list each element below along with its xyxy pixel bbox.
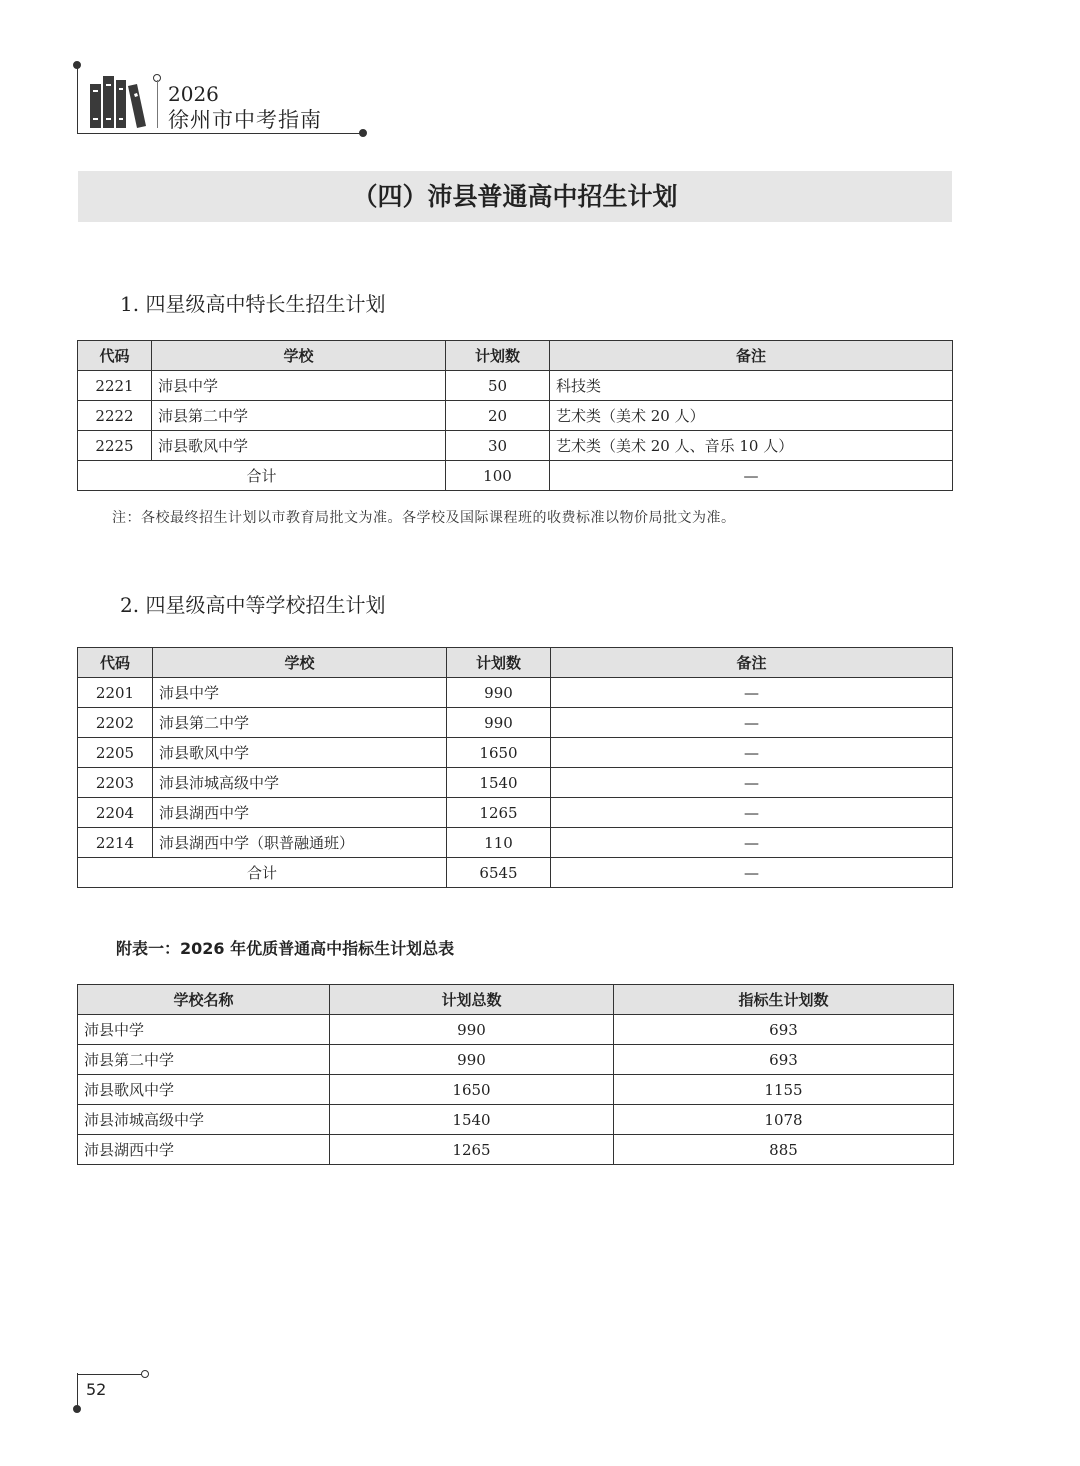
appendix-title: 附表一：2026 年优质普通高中指标生计划总表 <box>116 939 455 958</box>
page-number: 52 <box>86 1380 107 1399</box>
specialty-plan-table <box>77 340 953 491</box>
plan-cell: 1540 <box>447 768 551 798</box>
code-cell: 2205 <box>78 738 153 768</box>
table-row <box>78 768 953 798</box>
school-cell: 沛县第二中学 <box>152 401 446 431</box>
note-cell: 艺术类（美术 20 人、音乐 10 人） <box>550 431 953 461</box>
code-cell: 2202 <box>78 708 153 738</box>
school-cell: 沛县歌风中学 <box>152 431 446 461</box>
enrollment-plan-table <box>77 647 953 888</box>
school-cell: 沛县中学 <box>152 371 446 401</box>
section-banner <box>78 171 952 222</box>
table-row <box>78 1015 954 1045</box>
code-cell: 2201 <box>78 678 153 708</box>
note-cell: 科技类 <box>550 371 953 401</box>
total-cell: 990 <box>330 1045 614 1075</box>
school-cell: 沛县湖西中学 <box>153 798 447 828</box>
table2-heading-number: 2. <box>120 593 140 617</box>
note-cell: — <box>551 738 953 768</box>
books-icon <box>88 74 150 130</box>
column-header: 学校名称 <box>78 985 330 1015</box>
note-cell: — <box>551 768 953 798</box>
note-cell: — <box>551 798 953 828</box>
table-row <box>78 401 953 431</box>
school-cell: 沛县沛城高级中学 <box>153 768 447 798</box>
table-row <box>78 828 953 858</box>
quota-cell: 1078 <box>614 1105 954 1135</box>
column-header: 指标生计划数 <box>614 985 954 1015</box>
table-row <box>78 708 953 738</box>
school-cell: 沛县歌风中学 <box>153 738 447 768</box>
quota-summary-table <box>77 984 954 1165</box>
plan-cell: 110 <box>447 828 551 858</box>
note-cell: — <box>551 708 953 738</box>
total-cell: 990 <box>330 1015 614 1045</box>
plan-cell: 990 <box>447 708 551 738</box>
school-cell: 沛县湖西中学 <box>78 1135 330 1165</box>
total-row <box>78 858 953 888</box>
column-header: 计划数 <box>447 648 551 678</box>
total-cell: 1265 <box>330 1135 614 1165</box>
table1-heading-text: 四星级高中特长生招生计划 <box>145 292 386 316</box>
table1-heading-number: 1. <box>120 292 140 316</box>
school-cell: 沛县湖西中学（职普融通班） <box>153 828 447 858</box>
total-cell: 1650 <box>330 1075 614 1105</box>
school-cell: 沛县歌风中学 <box>78 1075 330 1105</box>
header-title: 徐州市中考指南 <box>168 108 322 132</box>
school-cell: 沛县第二中学 <box>153 708 447 738</box>
table-row <box>78 738 953 768</box>
plan-cell: 50 <box>446 371 550 401</box>
header-rule-horizontal <box>77 133 364 134</box>
header-dot-top <box>73 61 81 69</box>
total-plan: 6545 <box>447 858 551 888</box>
quota-cell: 693 <box>614 1045 954 1075</box>
plan-cell: 990 <box>447 678 551 708</box>
table-row <box>78 1075 954 1105</box>
table2-heading-text: 四星级高中等学校招生计划 <box>145 593 386 617</box>
code-cell: 2222 <box>78 401 152 431</box>
table-row <box>78 1135 954 1165</box>
column-header: 计划总数 <box>330 985 614 1015</box>
table-header-row <box>78 648 953 678</box>
column-header: 计划数 <box>446 341 550 371</box>
total-label: 合计 <box>78 461 446 491</box>
table-header-row <box>78 985 954 1015</box>
code-cell: 2203 <box>78 768 153 798</box>
table-row <box>78 798 953 828</box>
footnote: 注：各校最终招生计划以市教育局批文为准。各学校及国际课程班的收费标准以物价局批文为准。 <box>112 510 736 526</box>
table-row <box>78 678 953 708</box>
header-separator <box>157 80 158 128</box>
header-year: 2026 <box>168 82 219 106</box>
column-header: 备注 <box>550 341 953 371</box>
plan-cell: 1265 <box>447 798 551 828</box>
total-note: — <box>551 858 953 888</box>
total-row <box>78 461 953 491</box>
table1-heading <box>120 288 385 317</box>
column-header: 学校 <box>152 341 446 371</box>
school-cell: 沛县中学 <box>153 678 447 708</box>
column-header: 学校 <box>153 648 447 678</box>
plan-cell: 20 <box>446 401 550 431</box>
note-cell: 艺术类（美术 20 人） <box>550 401 953 431</box>
footer-dot-right <box>141 1370 149 1378</box>
table-row <box>78 371 953 401</box>
code-cell: 2225 <box>78 431 152 461</box>
note-cell: — <box>551 828 953 858</box>
column-header: 备注 <box>551 648 953 678</box>
header-dot-right <box>359 129 367 137</box>
total-cell: 1540 <box>330 1105 614 1135</box>
quota-cell: 693 <box>614 1015 954 1045</box>
quota-cell: 1155 <box>614 1075 954 1105</box>
school-cell: 沛县第二中学 <box>78 1045 330 1075</box>
code-cell: 2204 <box>78 798 153 828</box>
school-cell: 沛县中学 <box>78 1015 330 1045</box>
header-rule-vertical <box>77 66 78 134</box>
table-row <box>78 1105 954 1135</box>
code-cell: 2221 <box>78 371 152 401</box>
footer-dot-bottom <box>73 1405 81 1413</box>
footer-rule-horizontal <box>77 1374 145 1375</box>
plan-cell: 30 <box>446 431 550 461</box>
note-cell: — <box>551 678 953 708</box>
table2-heading <box>120 589 385 618</box>
table-header-row <box>78 341 953 371</box>
table-row <box>78 1045 954 1075</box>
total-plan: 100 <box>446 461 550 491</box>
table-row <box>78 431 953 461</box>
total-note: — <box>550 461 953 491</box>
footer-rule-vertical <box>77 1373 78 1409</box>
school-cell: 沛县沛城高级中学 <box>78 1105 330 1135</box>
column-header: 代码 <box>78 648 153 678</box>
plan-cell: 1650 <box>447 738 551 768</box>
code-cell: 2214 <box>78 828 153 858</box>
quota-cell: 885 <box>614 1135 954 1165</box>
section-title: （四）沛县普通高中招生计划 <box>352 182 678 211</box>
column-header: 代码 <box>78 341 152 371</box>
total-label: 合计 <box>78 858 447 888</box>
